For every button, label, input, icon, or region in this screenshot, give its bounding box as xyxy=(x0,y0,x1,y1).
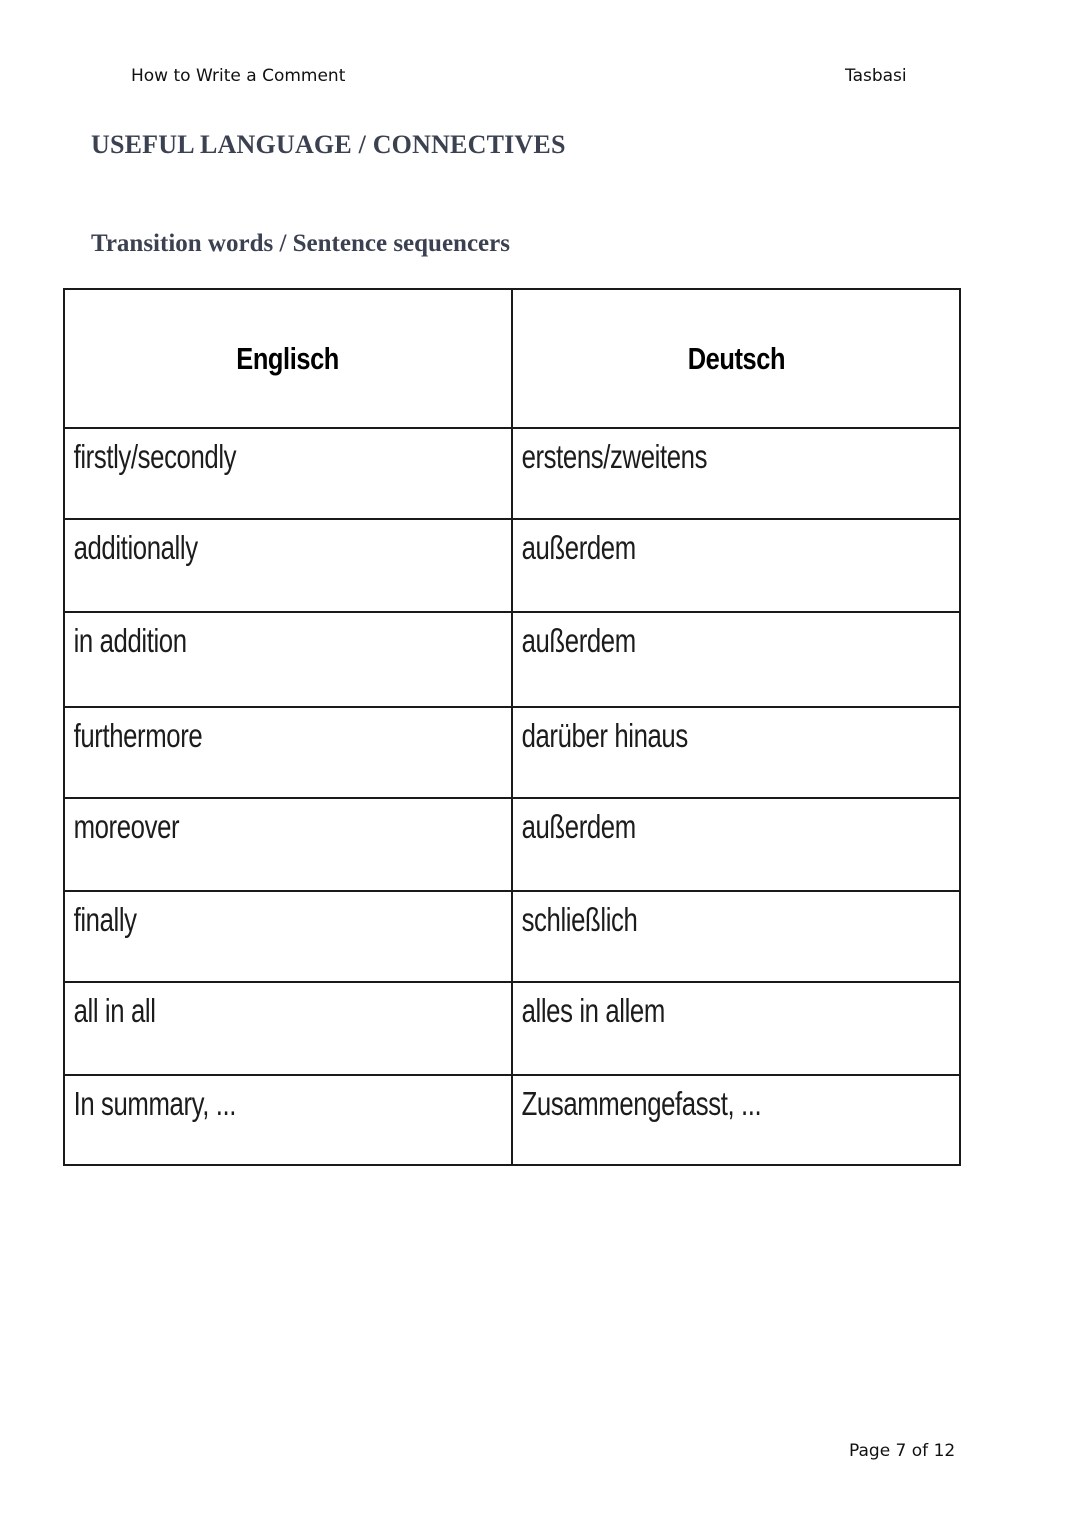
table-row xyxy=(64,1075,960,1165)
cell-german: alles in allem xyxy=(512,982,960,1075)
cell-english: finally xyxy=(64,891,512,982)
table-header-row xyxy=(64,289,960,428)
table-row xyxy=(64,707,960,798)
table-row xyxy=(64,428,960,519)
header-document-title: How to Write a Comment xyxy=(131,66,346,86)
cell-english: in addition xyxy=(64,612,512,707)
subsection-title: Transition words / Sentence sequencers xyxy=(91,230,510,257)
cell-german: außerdem xyxy=(512,612,960,707)
cell-english: firstly/secondly xyxy=(64,428,512,519)
table-row xyxy=(64,612,960,707)
cell-english: additionally xyxy=(64,519,512,612)
table-row xyxy=(64,891,960,982)
cell-german: außerdem xyxy=(512,519,960,612)
cell-english: all in all xyxy=(64,982,512,1075)
column-header-english: Englisch xyxy=(64,289,512,428)
cell-english: In summary, ... xyxy=(64,1075,512,1165)
cell-german: Zusammengefasst, ... xyxy=(512,1075,960,1165)
cell-english: furthermore xyxy=(64,707,512,798)
cell-german: erstens/zweitens xyxy=(512,428,960,519)
column-header-german: Deutsch xyxy=(512,289,960,428)
section-title: USEFUL LANGUAGE / CONNECTIVES xyxy=(91,130,566,159)
table-row xyxy=(64,798,960,891)
table-row xyxy=(64,519,960,612)
header-author: Tasbasi xyxy=(845,66,907,86)
cell-english: moreover xyxy=(64,798,512,891)
vocabulary-table xyxy=(63,288,961,1166)
cell-german: außerdem xyxy=(512,798,960,891)
page-number: Page 7 of 12 xyxy=(849,1441,956,1461)
cell-german: schließlich xyxy=(512,891,960,982)
cell-german: darüber hinaus xyxy=(512,707,960,798)
table-row xyxy=(64,982,960,1075)
